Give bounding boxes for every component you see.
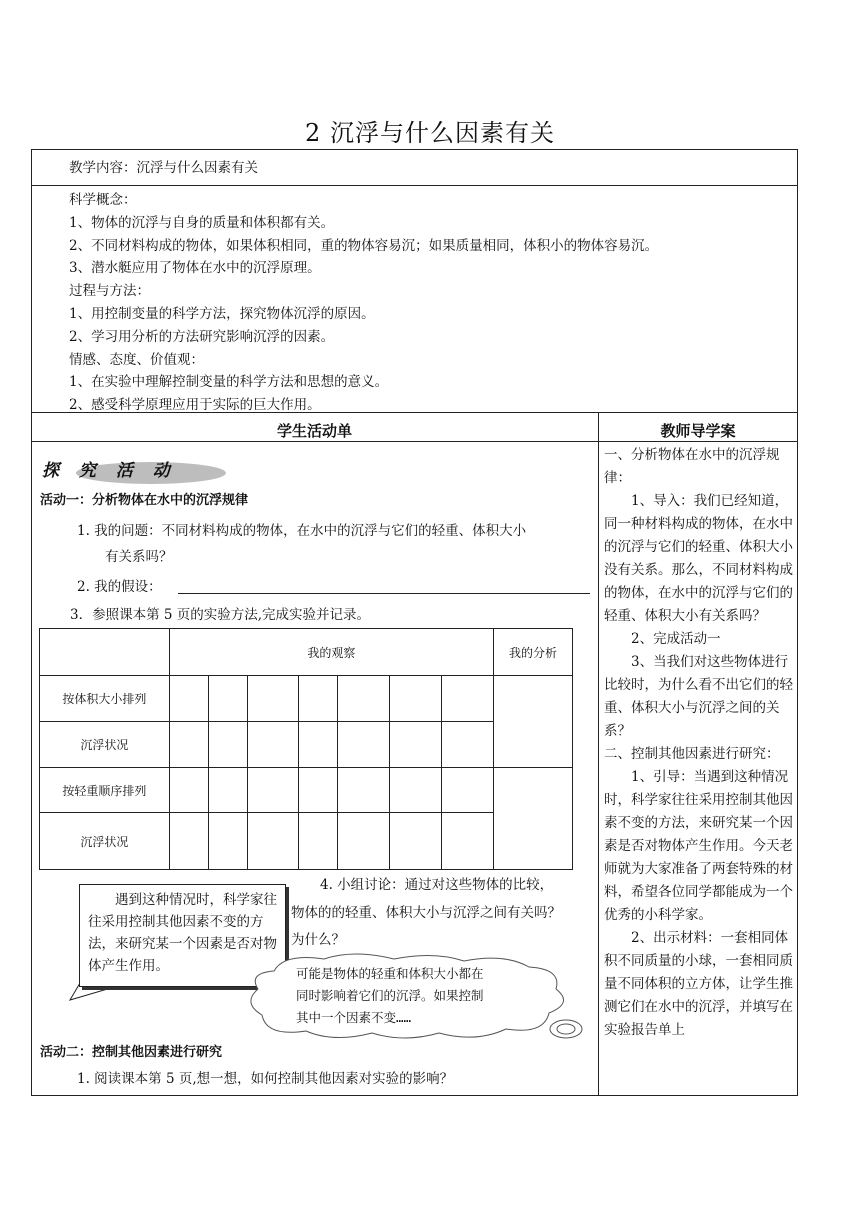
row-label: 按轻重顺序排列 [40, 768, 170, 813]
content-row: 教学内容：沉浮与什么因素有关 [69, 160, 258, 176]
divider [31, 441, 798, 442]
table-cell[interactable] [390, 722, 442, 768]
teacher-paragraph: 1、导入：我们已经知道，同一种材料构成的物体，在水中的沉浮与它们的轻重、体积大小没有关系。那么，不同材料构成的物体，在水中的沉浮与它们的轻重、体积大小有关系吗？ [604, 493, 793, 624]
cloud-line: 其中一个因素不变…… [296, 1010, 412, 1025]
analysis-cell[interactable] [494, 676, 573, 768]
callout-text: 遇到这种情况时，科学家往往采用控制其他因素不变的方法，来研究某一个因素是否对物体产生作用。 [88, 892, 277, 974]
objective-line: 2、不同材料构成的物体，如果体积相同，重的物体容易沉；如果质量相同，体积小的物体容易沉。 [69, 237, 659, 254]
question-1-cont: 有关系吗？ [105, 549, 173, 565]
question-3: 3．参照课本第 5 页的实验方法,完成实验并记录。 [70, 607, 371, 623]
table-cell[interactable] [299, 722, 338, 768]
table-cell[interactable] [442, 722, 494, 768]
table-cell[interactable] [208, 676, 247, 722]
activity1-title: 活动一：分析物体在水中的沉浮规律 [40, 493, 249, 508]
table-cell[interactable] [208, 722, 247, 768]
observation-table [39, 628, 573, 870]
table-cell[interactable] [247, 813, 299, 870]
cloud-text [296, 963, 484, 1029]
page-title: 2 沉浮与什么因素有关 [305, 119, 555, 147]
analysis-header: 我的分析 [494, 629, 573, 676]
table-cell[interactable] [169, 676, 208, 722]
table-cell[interactable] [338, 676, 390, 722]
table-cell[interactable] [299, 676, 338, 722]
table-cell[interactable] [338, 768, 390, 813]
question-2: 2. 我的假设： [77, 579, 162, 595]
activity-tag [38, 456, 188, 484]
objective-line: 2、学习用分析的方法研究影响沉浮的因素。 [69, 328, 335, 345]
objective-line: 1、用控制变量的科学方法，探究物体沉浮的原因。 [69, 306, 375, 322]
teacher-paragraph: 2、出示材料：一套相同体积不同质量的小球，一套相同质量不同体积的立方体，让学生推测它们在水中的沉浮，并填写在实验报告单上 [604, 930, 793, 1038]
activity2-title: 活动二：控制其他因素进行研究 [40, 1045, 223, 1060]
question-1: 1. 我的问题：不同材料构成的物体，在水中的沉浮与它们的轻重、体积大小 [77, 523, 527, 539]
question-4: 4. 小组讨论：通过对这些物体的比较， [320, 877, 554, 893]
table-cell[interactable] [208, 813, 247, 870]
objective-line: 3、潜水艇应用了物体在水中的沉浮原理。 [69, 260, 321, 277]
table-cell[interactable] [247, 676, 299, 722]
table-cell[interactable] [247, 768, 299, 813]
objective-line: 科学概念： [69, 192, 137, 208]
observe-header: 我的观察 [169, 629, 493, 676]
row-label: 沉浮状况 [40, 813, 170, 870]
table-cell[interactable] [169, 813, 208, 870]
teacher-paragraph: 一、分析物体在水中的沉浮规律： [604, 447, 780, 486]
table-cell[interactable] [247, 722, 299, 768]
objective-line: 情感、态度、价值观： [69, 351, 204, 368]
objective-line: 1、物体的沉浮与自身的质量和体积都有关。 [69, 214, 335, 231]
activity2-question-1: 1. 阅读课本第 5 页,想一想，如何控制其他因素对实验的影响？ [77, 1071, 454, 1087]
table-cell[interactable] [338, 813, 390, 870]
cloud-line: 可能是物体的轻重和体积大小都在 [296, 966, 484, 981]
objective-line: 过程与方法： [69, 283, 150, 300]
table-cell[interactable] [390, 676, 442, 722]
table-cell[interactable] [442, 813, 494, 870]
corner-cell [40, 629, 170, 676]
teacher-guide [604, 444, 794, 1042]
row-label: 沉浮状况 [40, 722, 170, 768]
table-cell[interactable] [442, 676, 494, 722]
tag-label: 探 究 活 动 [42, 461, 177, 481]
table-cell[interactable] [208, 768, 247, 813]
teacher-paragraph: 2、完成活动一 [631, 631, 721, 647]
table-cell[interactable] [299, 813, 338, 870]
table-cell[interactable] [338, 722, 390, 768]
cloud-line: 同时影响着它们的沉浮。如果控制 [296, 988, 484, 1003]
table-cell[interactable] [390, 813, 442, 870]
table-cell[interactable] [169, 722, 208, 768]
question-4-line2: 物体的的轻重、体积大小与沉浮之间有关吗？ [291, 905, 561, 921]
table-cell[interactable] [442, 768, 494, 813]
table-cell[interactable] [169, 768, 208, 813]
teacher-paragraph: 1、引导：当遇到这种情况时，科学家往往采用控制其他因素不变的方法，来研究某一个因素是否对物体产生作用。今天老师就为大家准备了两套特殊的材料，希望各位同学都能成为一个优秀的小科学家。 [604, 769, 793, 923]
row-label: 按体积大小排列 [40, 676, 170, 722]
divider [31, 185, 798, 186]
question-4-line3: 为什么？ [291, 932, 345, 948]
table-cell[interactable] [390, 768, 442, 813]
teacher-header: 教师导学案 [660, 422, 736, 440]
analysis-cell[interactable] [494, 768, 573, 870]
student-header: 学生活动单 [276, 422, 352, 440]
answer-line [178, 593, 590, 594]
objective-line: 2、感受科学原理应用于实际的巨大作用。 [69, 397, 321, 414]
column-divider [598, 412, 599, 1096]
teacher-paragraph: 3、当我们对这些物体进行比较时，为什么看不出它们的轻重、体积大小与沉浮之间的关系？ [604, 654, 793, 739]
teacher-paragraph: 二、控制其他因素进行研究： [604, 746, 780, 762]
objective-line: 1、在实验中理解控制变量的科学方法和思想的意义。 [69, 374, 389, 391]
table-cell[interactable] [299, 768, 338, 813]
